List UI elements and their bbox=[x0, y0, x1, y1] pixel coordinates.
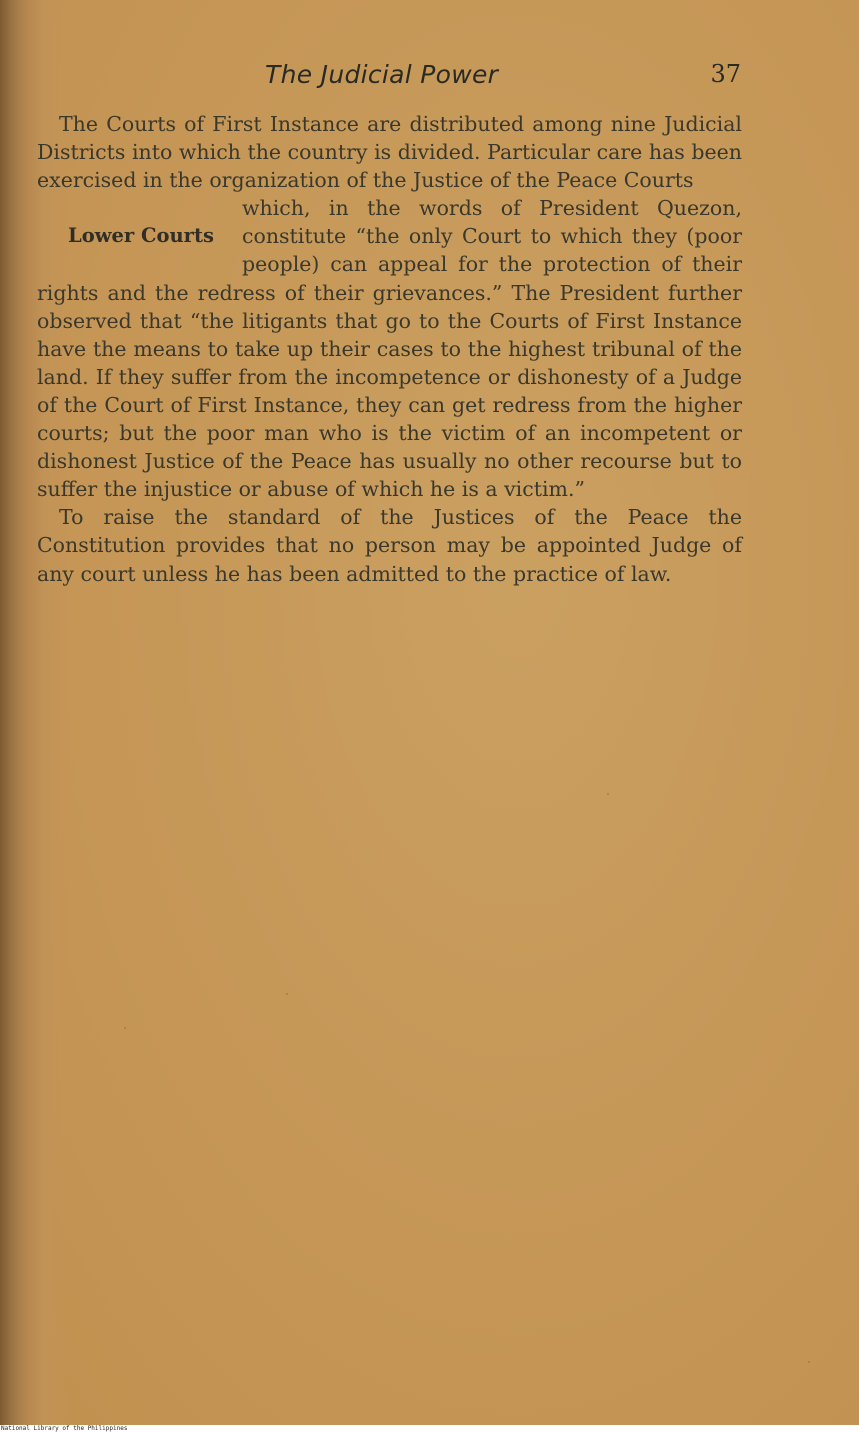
paragraph-1-beside-note: which, in the words of President Quezon, constitute “the only Court to which they (poor people) can appeal for the protection of their bbox=[242, 196, 742, 277]
paper-speck bbox=[124, 1027, 126, 1029]
paragraph-1-continuation: rights and the redress of their grievances.” The President further observed that “the litigants that go to the Courts of First Instance have the means to take up their cases to the highest tribunal of the land. If they suffer from the incompetence or dishonesty of a Judge of the Court of First Instance, they can get redress from the higher courts; but the poor man who is the victim of an incompetent or dishonest Justice of the Peace has usually no other recourse but to suffer the injustice or abuse of which he is a victim.” bbox=[37, 280, 742, 502]
running-title: The Judicial Power bbox=[265, 60, 499, 89]
paragraph-1-opening: The Courts of First Instance are distributed among nine Judicial Districts into which the country is divided. Particular care has been exercised in the organization of the Justice of the Peace Courts bbox=[37, 112, 742, 193]
page-body bbox=[37, 110, 742, 588]
running-head bbox=[0, 60, 859, 94]
paper-speck bbox=[607, 793, 609, 795]
library-credit: National Library of the Philippines bbox=[1, 1425, 128, 1432]
page-number: 37 bbox=[710, 60, 741, 88]
footer-strip bbox=[0, 1425, 859, 1433]
margin-note-block bbox=[37, 194, 742, 278]
paragraph-2: To raise the standard of the Justices of the Peace the Constitution provides that no person may be appointed Judge of any court unless he has been admitted to the practice of law. bbox=[37, 505, 742, 586]
paper-speck bbox=[808, 1361, 810, 1363]
margin-note: Lower Courts bbox=[68, 224, 214, 248]
paper-speck bbox=[286, 993, 288, 995]
